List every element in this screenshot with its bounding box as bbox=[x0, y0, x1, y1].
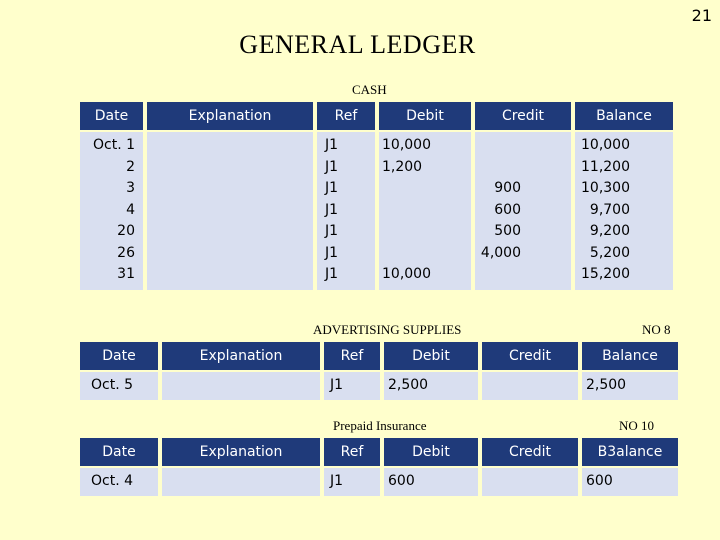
cash-debit-cell bbox=[382, 243, 471, 265]
prepaid-balance-cell: 600 bbox=[582, 468, 678, 496]
page-number: 21 bbox=[691, 6, 712, 25]
cash-ref-cell: J1 bbox=[325, 180, 339, 196]
cash-header-credit: Credit bbox=[475, 102, 571, 130]
advertising-header-date: Date bbox=[80, 342, 158, 370]
prepaid-date-cell: Oct. 4 bbox=[80, 468, 158, 496]
cash-balance-cell: 11,200 bbox=[581, 158, 630, 175]
cash-ref-cell: J1 bbox=[325, 244, 339, 261]
cash-header-ref: Ref bbox=[317, 102, 375, 130]
cash-ref-cell: J1 bbox=[325, 201, 339, 218]
cash-balance-cell: 5,200 bbox=[589, 244, 630, 261]
cash-debit-cell bbox=[382, 178, 471, 200]
cash-balance-cell: 9,700 bbox=[589, 201, 630, 218]
cash-credit-column bbox=[475, 132, 571, 290]
cash-ref-cell: J1 bbox=[325, 158, 339, 175]
cash-ref-cell: J1 bbox=[325, 266, 339, 282]
prepaid-header-explanation: Explanation bbox=[162, 438, 320, 466]
cash-ref-cell: J1 bbox=[325, 137, 339, 153]
advertising-credit-cell bbox=[482, 372, 578, 400]
advertising-explanation-cell bbox=[162, 372, 320, 400]
cash-credit-cell bbox=[475, 264, 521, 286]
cash-credit-cell bbox=[475, 135, 521, 157]
cash-balance-column bbox=[575, 132, 673, 290]
advertising-account-no: NO 8 bbox=[642, 322, 671, 337]
cash-balance-cell: 10,300 bbox=[581, 180, 630, 196]
advertising-header-ref: Ref bbox=[324, 342, 380, 370]
advertising-date-cell: Oct. 5 bbox=[80, 372, 158, 400]
page-title: GENERAL LEDGER bbox=[239, 30, 476, 59]
cash-date-cell: 20 bbox=[117, 223, 135, 239]
prepaid-account-no: NO 10 bbox=[619, 418, 655, 433]
cash-date-cell: 2 bbox=[126, 158, 135, 175]
cash-debit-cell: 10,000 bbox=[382, 266, 431, 282]
advertising-header-balance: Balance bbox=[582, 342, 678, 370]
prepaid-header-ref: Ref bbox=[324, 438, 380, 466]
cash-debit-cell: 1,200 bbox=[382, 158, 423, 175]
prepaid-explanation-cell bbox=[162, 468, 320, 496]
advertising-debit-cell: 2,500 bbox=[384, 372, 478, 400]
cash-debit-cell bbox=[382, 200, 471, 222]
cash-debit-column bbox=[379, 132, 471, 290]
cash-credit-cell: 600 bbox=[494, 201, 521, 218]
cash-credit-cell bbox=[475, 157, 521, 179]
prepaid-header-debit: Debit bbox=[384, 438, 478, 466]
advertising-label: ADVERTISING SUPPLIES bbox=[313, 322, 462, 337]
cash-balance-cell: 15,200 bbox=[581, 266, 630, 282]
prepaid-header-balance: B3alance bbox=[582, 438, 678, 466]
cash-date-column bbox=[80, 132, 143, 290]
advertising-ref-cell: J1 bbox=[324, 372, 380, 400]
cash-date-cell: 26 bbox=[117, 244, 135, 261]
cash-header-date: Date bbox=[80, 102, 143, 130]
cash-credit-cell: 500 bbox=[494, 223, 521, 239]
cash-credit-cell: 900 bbox=[494, 180, 521, 196]
advertising-header-debit: Debit bbox=[384, 342, 478, 370]
cash-balance-cell: 9,200 bbox=[589, 223, 630, 239]
cash-debit-cell bbox=[382, 221, 471, 243]
cash-date-cell: 4 bbox=[126, 201, 135, 218]
cash-header-balance: Balance bbox=[575, 102, 673, 130]
cash-header-debit: Debit bbox=[379, 102, 471, 130]
cash-explanation-column bbox=[147, 132, 313, 290]
cash-ref-cell: J1 bbox=[325, 223, 339, 239]
cash-balance-cell: 10,000 bbox=[581, 137, 630, 153]
cash-header-explanation: Explanation bbox=[147, 102, 313, 130]
advertising-balance-cell: 2,500 bbox=[582, 372, 678, 400]
cash-date-cell: Oct. 1 bbox=[92, 137, 135, 153]
cash-date-cell: 3 bbox=[126, 180, 135, 196]
prepaid-header-date: Date bbox=[80, 438, 158, 466]
prepaid-debit-cell: 600 bbox=[384, 468, 478, 496]
cash-label: CASH bbox=[352, 82, 387, 97]
advertising-header-explanation: Explanation bbox=[162, 342, 320, 370]
cash-credit-cell: 4,000 bbox=[480, 244, 521, 261]
prepaid-label: Prepaid Insurance bbox=[333, 418, 427, 433]
prepaid-ref-cell: J1 bbox=[324, 468, 380, 496]
prepaid-credit-cell bbox=[482, 468, 578, 496]
cash-ref-column bbox=[317, 132, 375, 290]
prepaid-header-credit: Credit bbox=[482, 438, 578, 466]
cash-date-cell: 31 bbox=[117, 266, 135, 282]
cash-debit-cell: 10,000 bbox=[382, 137, 431, 153]
advertising-header-credit: Credit bbox=[482, 342, 578, 370]
